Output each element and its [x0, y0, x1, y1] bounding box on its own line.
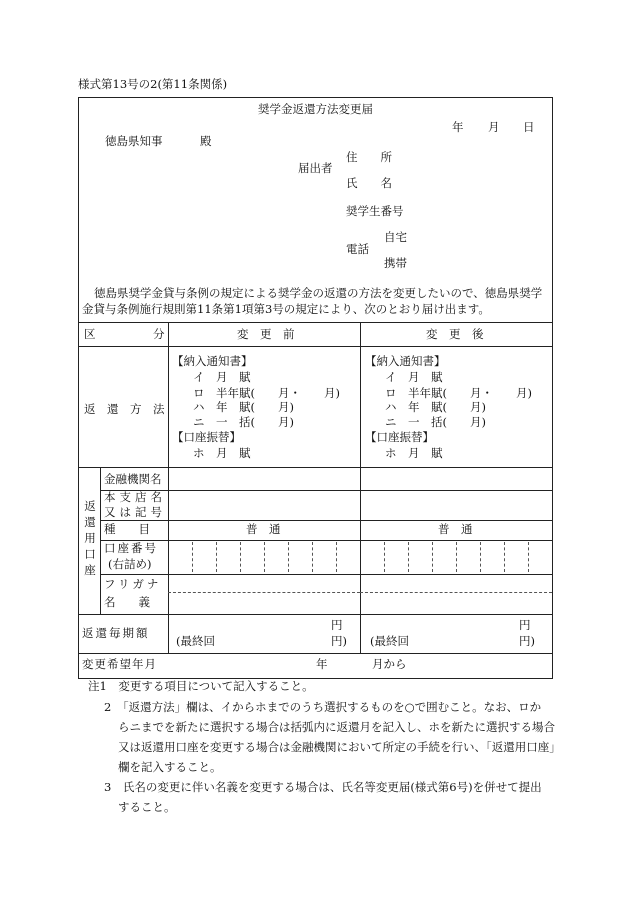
digit-divider [312, 542, 313, 572]
after-semiannual: ロ 半年賦( 月・ 月) [385, 386, 532, 400]
before-notice-heading: 【納入通知書】 [172, 354, 253, 368]
amount-yen-before: 円 [331, 618, 343, 632]
digit-divider [504, 542, 505, 572]
start-year: 年 [316, 657, 328, 671]
table-top-rule [78, 322, 552, 323]
statement-line-2: 金貸与条例施行規則第11条第1項第3号の規定により、次のとおり届け出ます。 [82, 302, 490, 316]
digit-divider [288, 542, 289, 572]
account-label: 返還用口座 [84, 499, 96, 577]
note-1: 注1 変更する項目について記入すること。 [88, 679, 314, 693]
start-label: 変更希望年月 [82, 657, 157, 671]
note-3-line-1: 3 氏名の変更に伴い名義を変更する場合は、氏名等変更届(様式第6号)を併せて提出 [104, 780, 542, 794]
category-header-2: 分 [153, 327, 165, 341]
last-time-after: (最終回 [370, 634, 409, 648]
note-2-line-2: らニまでを新たに選択する場合は括弧内に返還月を記入し、ホを新たに選択する場合 [118, 720, 555, 734]
account-number-label: 口座番号 [104, 541, 158, 555]
type-label: 種 目 [104, 522, 150, 536]
start-month: 月から [372, 657, 407, 671]
after-header: 変 更 後 [426, 327, 484, 341]
applicant-label: 届出者 [298, 161, 333, 175]
account-label-rule [100, 467, 101, 614]
account-bottom-rule [78, 614, 552, 615]
type-before: 普 通 [246, 522, 281, 536]
account-number-note: (右詰め) [108, 557, 152, 571]
digit-divider [240, 542, 241, 572]
after-transfer-monthly: ホ 月 賦 [385, 446, 443, 460]
label-column-rule [168, 322, 169, 653]
digit-divider [216, 542, 217, 572]
before-transfer-heading: 【口座振替】 [172, 430, 241, 444]
after-monthly: イ 月 賦 [385, 370, 443, 384]
phone-home-label: 自宅 [384, 230, 407, 244]
before-header: 変 更 前 [237, 327, 295, 341]
after-lumpsum: ニ 一 括( 月) [385, 415, 486, 429]
date-month: 月 [488, 120, 500, 134]
amount-bottom-rule [78, 653, 552, 654]
type-after: 普 通 [438, 522, 473, 536]
digit-divider [480, 542, 481, 572]
phone-mobile-label: 携帯 [384, 256, 407, 270]
digit-divider [408, 542, 409, 572]
after-notice-heading: 【納入通知書】 [365, 354, 446, 368]
before-after-rule-top [360, 322, 361, 540]
note-2-line-1: 2 「返還方法」欄は、イからホまでのうち選択するものを○で囲むこと。なお、ロか [104, 700, 542, 714]
note-2-line-3: 又は返還用口座を変更する場合は金融機関において所定の手続を行い、「返還用口座」 [118, 740, 561, 754]
before-annual: ハ 年 賦( 月) [193, 400, 294, 414]
date-year: 年 [452, 120, 464, 134]
form-title: 奨学金返還方法変更届 [258, 102, 373, 116]
digit-divider [264, 542, 265, 572]
student-number-label: 奨学生番号 [346, 204, 404, 218]
statement-line-1: 徳島県奨学金貸与条例の規定による奨学金の返還の方法を変更したいので、徳島県奨学 [94, 286, 543, 300]
digit-divider [384, 542, 385, 572]
addressee-honorific: 殿 [200, 134, 212, 148]
furigana-divider-before [168, 592, 360, 593]
digit-divider [432, 542, 433, 572]
holder-label: 名 義 [104, 595, 150, 609]
form-number: 様式第13号の2(第11条関係) [78, 77, 228, 91]
last-yen-before: 円) [331, 634, 347, 648]
date-day: 日 [523, 120, 535, 134]
branch-label-1: 本支店名 [104, 490, 166, 504]
digit-divider [336, 542, 337, 572]
furigana-divider-after [360, 592, 552, 593]
addressee: 徳島県知事 [105, 134, 163, 148]
digit-divider [192, 542, 193, 572]
before-transfer-monthly: ホ 月 賦 [193, 446, 251, 460]
after-transfer-heading: 【口座振替】 [365, 430, 434, 444]
address-label: 住 所 [346, 150, 392, 164]
before-after-rule-bottom [360, 540, 361, 653]
note-3-line-2: すること。 [118, 800, 176, 814]
note-2-line-4: 欄を記入すること。 [118, 760, 222, 774]
header-bottom-rule [78, 346, 552, 347]
before-monthly: イ 月 賦 [193, 370, 251, 384]
before-lumpsum: ニ 一 括( 月) [193, 415, 294, 429]
category-header-1: 区 [84, 327, 96, 341]
digit-divider [528, 542, 529, 572]
last-time-before: (最終回 [176, 634, 215, 648]
amount-yen-after: 円 [519, 618, 531, 632]
amount-label: 返還毎期額 [82, 626, 150, 640]
method-label: 返 還 方 法 [84, 402, 165, 416]
before-semiannual: ロ 半年賦( 月・ 月) [193, 386, 340, 400]
furigana-label: フリガナ [104, 577, 162, 591]
last-yen-after: 円) [519, 634, 535, 648]
bank-name-label: 金融機関名 [104, 472, 162, 486]
branch-label-2: 又は記号 [104, 505, 166, 519]
name-label: 氏 名 [346, 176, 392, 190]
phone-label: 電話 [346, 242, 369, 256]
method-bottom-rule [78, 467, 552, 468]
digit-divider [456, 542, 457, 572]
after-annual: ハ 年 賦( 月) [385, 400, 486, 414]
